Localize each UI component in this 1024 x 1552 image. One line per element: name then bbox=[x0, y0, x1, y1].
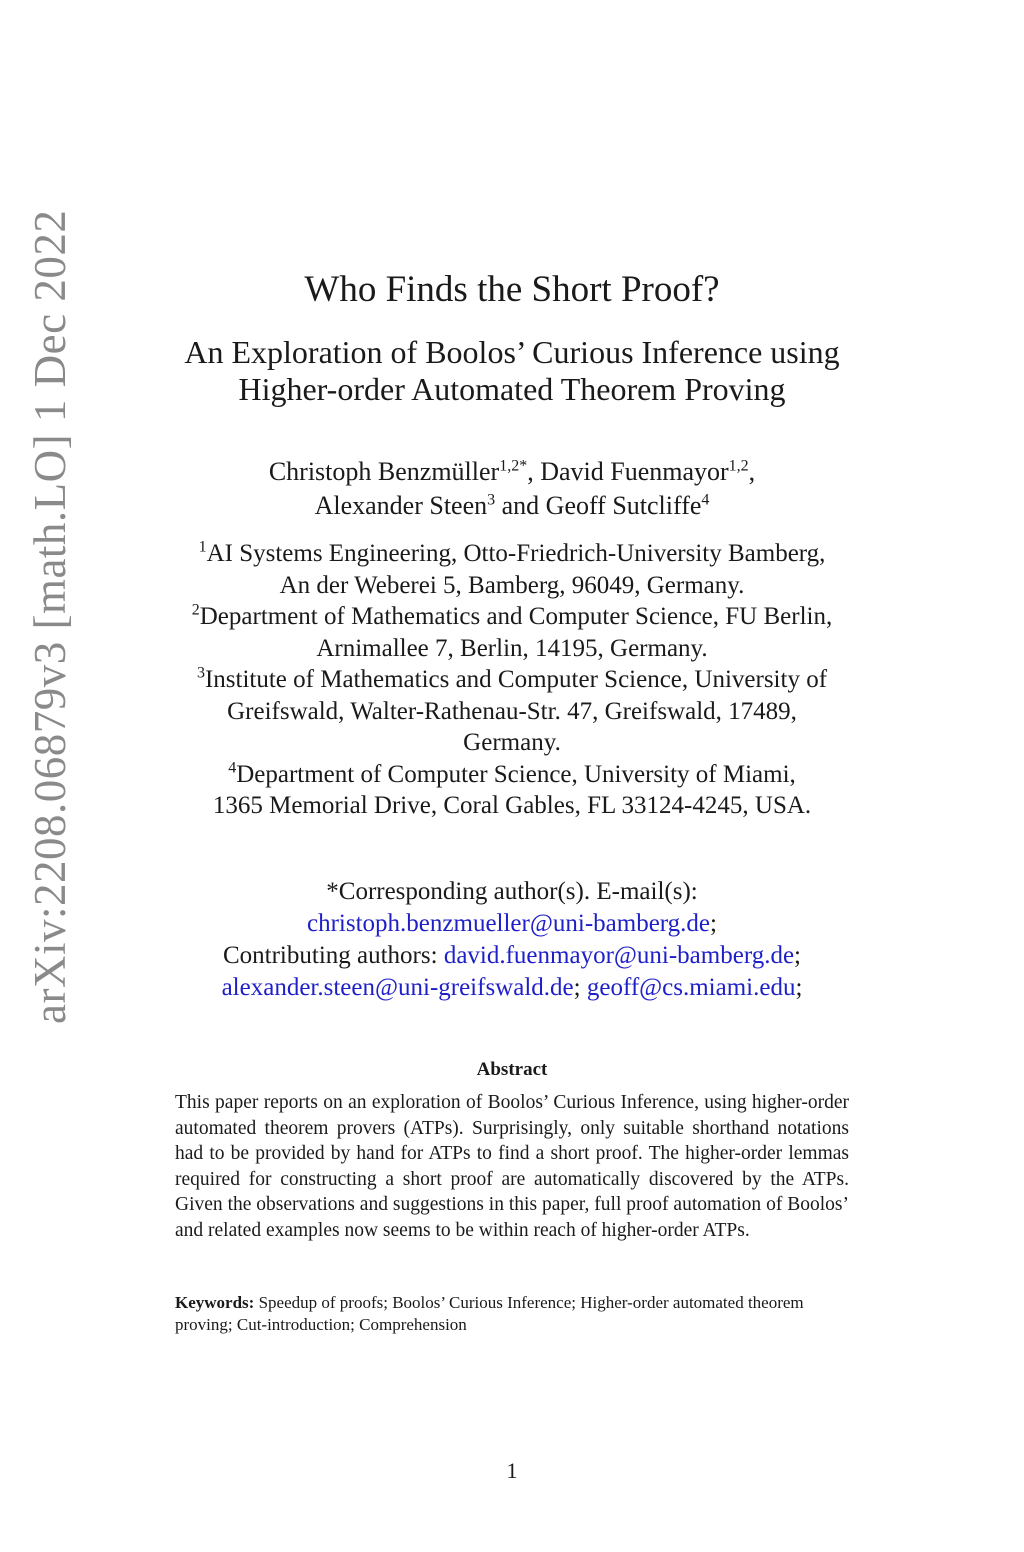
affiliation-marker: 1 bbox=[198, 538, 207, 556]
author-name: Geoff Sutcliffe bbox=[545, 491, 702, 520]
affiliation-line: An der Weberei 5, Bamberg, 96049, Germany. bbox=[279, 571, 745, 599]
author-separator: , bbox=[527, 457, 541, 486]
author-line-1 bbox=[130, 455, 894, 489]
affiliation-line: AI Systems Engineering, Otto-Friedrich-University Bamberg, bbox=[206, 540, 826, 567]
author-separator: , bbox=[748, 457, 756, 486]
keywords-text: Speedup of proofs; Boolos’ Curious Inference; Higher-order automated theorem proving; Cut-introduction; Comprehension bbox=[175, 1293, 804, 1334]
email-link[interactable]: christoph.benzmueller@uni-bamberg.de bbox=[307, 910, 711, 937]
author-name: Christoph Benzmüller bbox=[268, 457, 500, 486]
author-line-2 bbox=[130, 489, 894, 523]
affiliation-item bbox=[130, 538, 894, 601]
affiliation-line: Germany. bbox=[463, 729, 561, 756]
affiliation-item bbox=[130, 759, 894, 822]
affiliation-line: Greifswald, Walter-Rathenau-Str. 47, Greifswald, 17489, bbox=[227, 697, 797, 725]
affiliation-marker: 4 bbox=[228, 759, 237, 777]
affiliation-line: Arnimallee 7, Berlin, 14195, Germany. bbox=[316, 634, 708, 662]
affiliation-line: Department of Computer Science, University of Miami, bbox=[236, 760, 796, 788]
affiliation-marker: 2 bbox=[191, 601, 200, 619]
keywords-label: Keywords: bbox=[175, 1293, 255, 1312]
author-list bbox=[130, 455, 894, 523]
author-affil-marker: 3 bbox=[487, 491, 496, 509]
author-conjunction: and bbox=[495, 491, 546, 520]
affiliation-line: Department of Mathematics and Computer Science, FU Berlin, bbox=[199, 603, 833, 630]
contributing-label: Contributing authors: bbox=[222, 942, 444, 969]
arxiv-identifier: arXiv:2208.06879v3 [math.LO] 1 Dec 2022 bbox=[25, 209, 75, 1024]
email-separator: ; bbox=[710, 910, 717, 937]
author-name: Alexander Steen bbox=[314, 491, 488, 520]
affiliations bbox=[130, 538, 894, 822]
author-name: David Fuenmayor bbox=[540, 457, 729, 486]
abstract-text: This paper reports on an exploration of Boolos’ Curious Inference, using higher-order automated theorem provers (ATPs). Surprisingly, only suitable shorthand notations had to be provided by hand for ATPs to find a short proof. The higher-order lemmas required for constructing a short proof are automatically discovered by the ATPs. Given the observations and suggestions in this paper, full proof automation of Boolos’ and related examples now seems to be within reach of higher-order ATPs. bbox=[175, 1092, 849, 1241]
affiliation-line: Institute of Mathematics and Computer Science, University of bbox=[204, 666, 828, 693]
correspondence bbox=[130, 876, 894, 1004]
email-separator: ; bbox=[795, 974, 803, 1001]
abstract-heading: Abstract bbox=[476, 1059, 548, 1080]
author-affil-marker: 4 bbox=[701, 491, 710, 509]
paper-subtitle bbox=[130, 334, 894, 408]
subtitle-line-1: An Exploration of Boolos’ Curious Inference using bbox=[184, 334, 840, 370]
email-link[interactable]: geoff@cs.miami.edu bbox=[586, 974, 796, 1001]
affiliation-marker: 3 bbox=[196, 664, 205, 682]
affiliation-item bbox=[130, 601, 894, 664]
keywords bbox=[175, 1292, 849, 1336]
author-affil-marker: 1,2 bbox=[728, 457, 749, 475]
email-link[interactable]: alexander.steen@uni-greifswald.de bbox=[221, 974, 574, 1001]
affiliation-line: 1365 Memorial Drive, Coral Gables, FL 33124-4245, USA. bbox=[212, 792, 812, 819]
affiliation-item bbox=[130, 664, 894, 759]
email-separator: ; bbox=[573, 974, 581, 1001]
corresponding-label: *Corresponding author(s). E-mail(s): bbox=[326, 878, 698, 905]
page-number: 1 bbox=[506, 1458, 518, 1483]
author-affil-marker: 1,2* bbox=[499, 457, 528, 475]
email-link[interactable]: david.fuenmayor@uni-bamberg.de bbox=[443, 942, 795, 969]
contributing-email-line bbox=[130, 940, 894, 972]
paper-title: Who Finds the Short Proof? bbox=[304, 269, 720, 310]
corresponding-email-line bbox=[130, 908, 894, 940]
contributing-email-line bbox=[130, 972, 894, 1004]
subtitle-line-2: Higher-order Automated Theorem Proving bbox=[238, 371, 786, 407]
email-separator: ; bbox=[794, 942, 801, 969]
